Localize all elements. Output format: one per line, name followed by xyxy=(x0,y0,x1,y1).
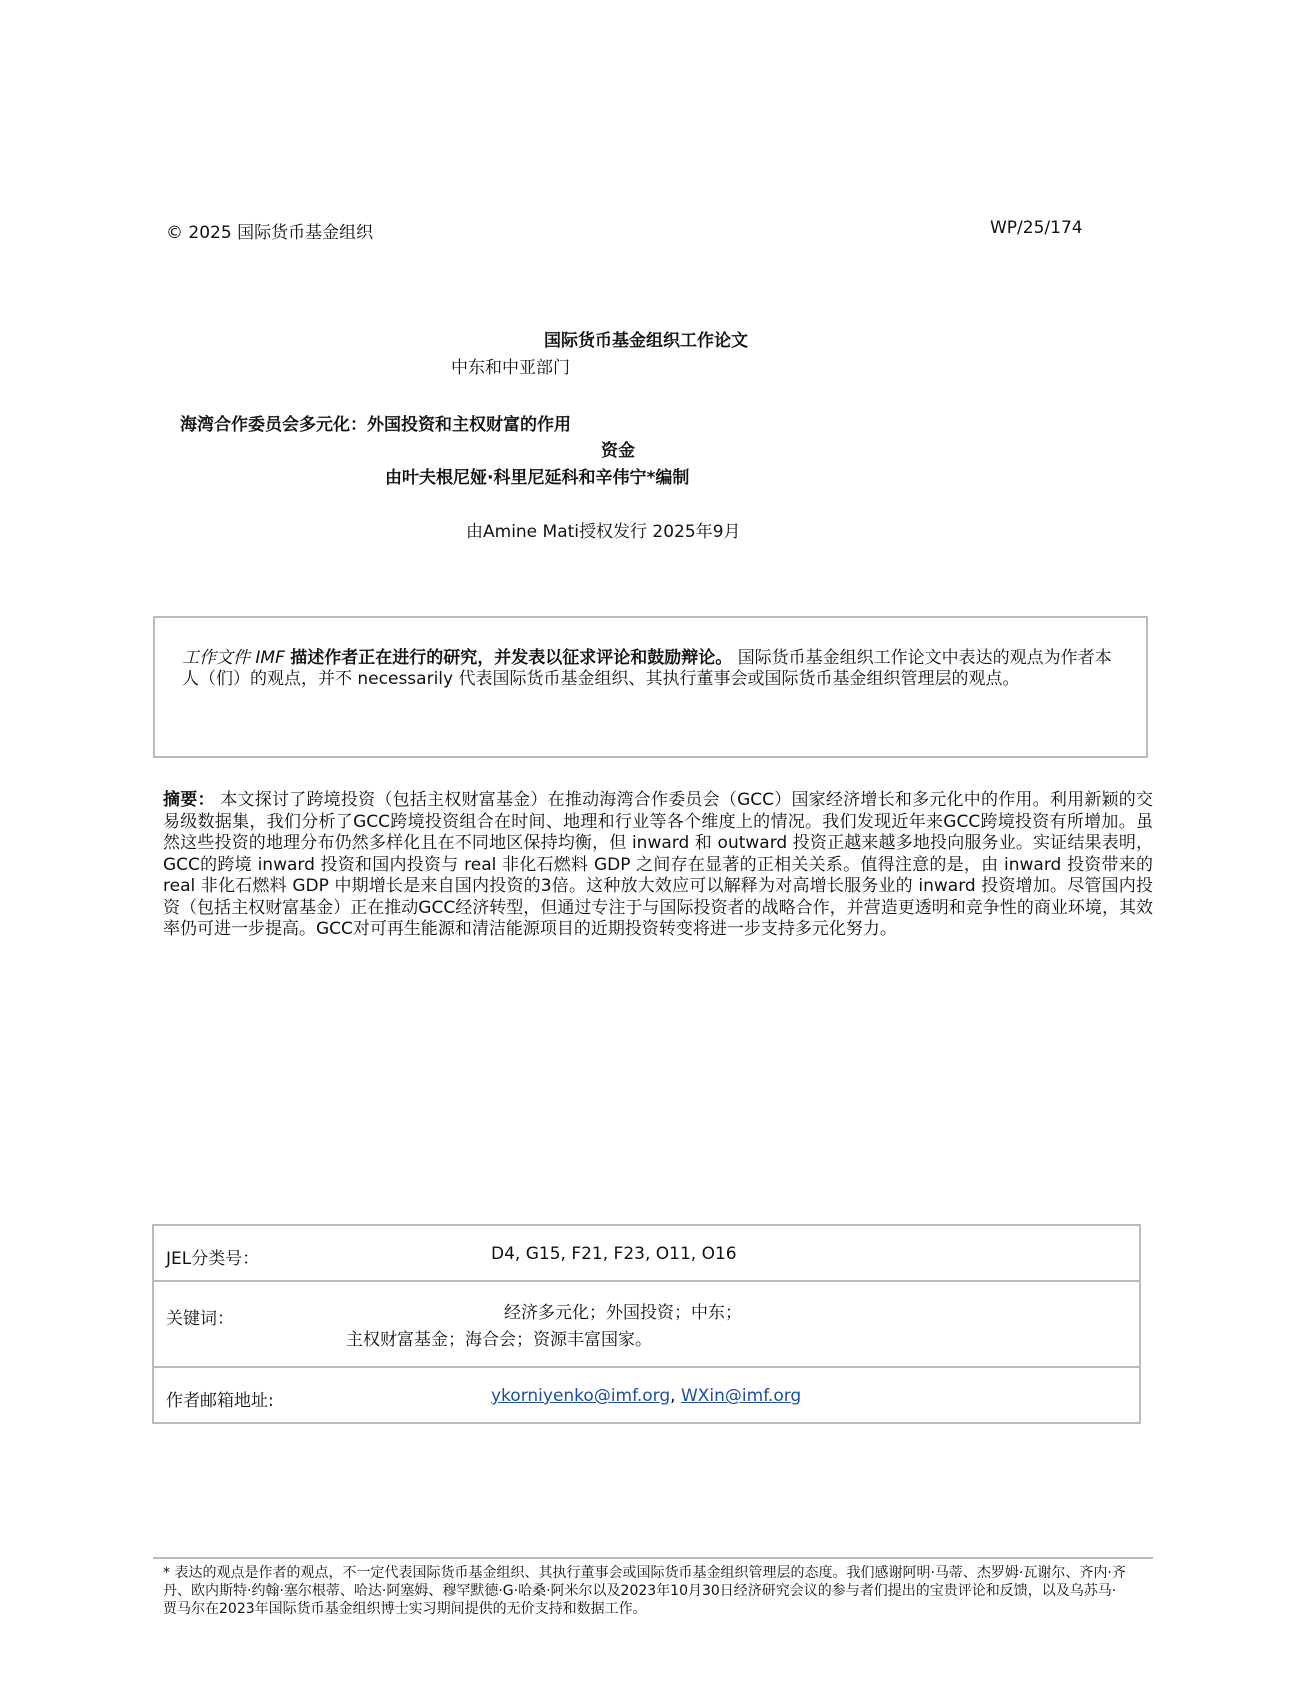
keywords-label: 关键词： xyxy=(166,1309,234,1329)
department: 中东和中亚部门 xyxy=(451,358,570,378)
authors: 由叶夫根尼娅·科里尼延科和辛伟宁*编制 xyxy=(385,468,690,488)
keywords-row xyxy=(154,1282,1139,1366)
abstract xyxy=(163,790,1153,941)
disclaimer-rest: 国际货币基金组织工作论文中表达的观点为作者本人（们）的观点，并不 necessarily 代表国际货币基金组织、其执行董事会或国际货币基金组织管理层的观点。 xyxy=(182,648,1112,689)
paper-title-line2: 资金 xyxy=(601,441,635,461)
disclaimer-box xyxy=(153,616,1148,758)
email-label: 作者邮箱地址: xyxy=(166,1391,274,1411)
jel-label: JEL分类号： xyxy=(166,1249,260,1269)
email-separator: , xyxy=(670,1386,676,1406)
disclaimer-italic: 工作文件 IMF xyxy=(182,648,285,668)
authorization-line: 由Amine Mati授权发行 2025年9月 xyxy=(466,522,741,542)
series-title: 国际货币基金组织工作论文 xyxy=(544,331,748,351)
keywords-line2: 主权财富基金；海合会；资源丰富国家。 xyxy=(346,1330,652,1350)
copyright-notice: © 2025 国际货币基金组织 xyxy=(166,223,374,243)
footnote-divider xyxy=(153,1557,1153,1559)
working-paper-number: WP/25/174 xyxy=(990,218,1083,238)
footnote: * 表达的观点是作者的观点，不一定代表国际货币基金组织、其执行董事会或国际货币基金组织管理层的态度。我们感谢阿明·马蒂、杰罗姆·瓦谢尔、齐内·齐丹、欧内斯特·约翰·塞尔根蒂、哈达·阿塞姆、穆罕默德·G·哈桑·阿米尔以及2023年10月30日经济研究会议的参与者们提出的宝贵评论和反馈，以及乌苏马·贾马尔在2023年国际货币基金组织博士实习期间提供的无价支持和数据工作。 xyxy=(163,1565,1126,1617)
jel-codes: D4, G15, F21, F23, O11, O16 xyxy=(491,1244,737,1264)
abstract-text: 本文探讨了跨境投资（包括主权财富基金）在推动海湾合作委员会（GCC）国家经济增长和多元化中的作用。利用新颖的交易级数据集，我们分析了GCC跨境投资组合在时间、地理和行业等各个维度上的情况。我们发现近年来GCC跨境投资有所增加。虽然这些投资的地理分布仍然多样化且在不同地区保持均衡，但 inward 和 outward 投资正越来越多地投向服务业。实证结果表明，GCC的跨境 inward 投资和国内投资与 real 非化石燃料 GDP 之间存在显著的正相关关系。值得注意的是，由 inward 投资带来的 real 非化石燃料 GDP 中期增长是来自国内投资的3倍。这种放大效应可以解释为对高增长服务业的 inward 投资增加。尽管国内投资（包括主权财富基金）正在推动GCC经济转型，但通过专注于与国际投资者的战略合作，并营造更透明和竞争性的商业环境，其效率仍可进一步提高。GCC对可再生能源和清洁能源项目的近期投资转变将进一步支持多元化努力。 xyxy=(163,790,1154,939)
disclaimer-bold: 描述作者正在进行的研究，并发表以征求评论和鼓励辩论。 xyxy=(290,648,733,668)
email-link-xin[interactable]: WXin@imf.org xyxy=(680,1386,802,1406)
metadata-table xyxy=(152,1224,1141,1424)
jel-row xyxy=(154,1226,1139,1280)
abstract-label: 摘要： xyxy=(163,790,215,810)
email-link-korniyenko[interactable]: ykorniyenko@imf.org xyxy=(491,1386,671,1406)
paper-title-line1: 海湾合作委员会多元化：外国投资和主权财富的作用 xyxy=(180,415,571,435)
disclaimer-text xyxy=(182,648,1122,690)
keywords-line1: 经济多元化；外国投资；中东； xyxy=(504,1303,742,1323)
email-row xyxy=(154,1368,1139,1422)
